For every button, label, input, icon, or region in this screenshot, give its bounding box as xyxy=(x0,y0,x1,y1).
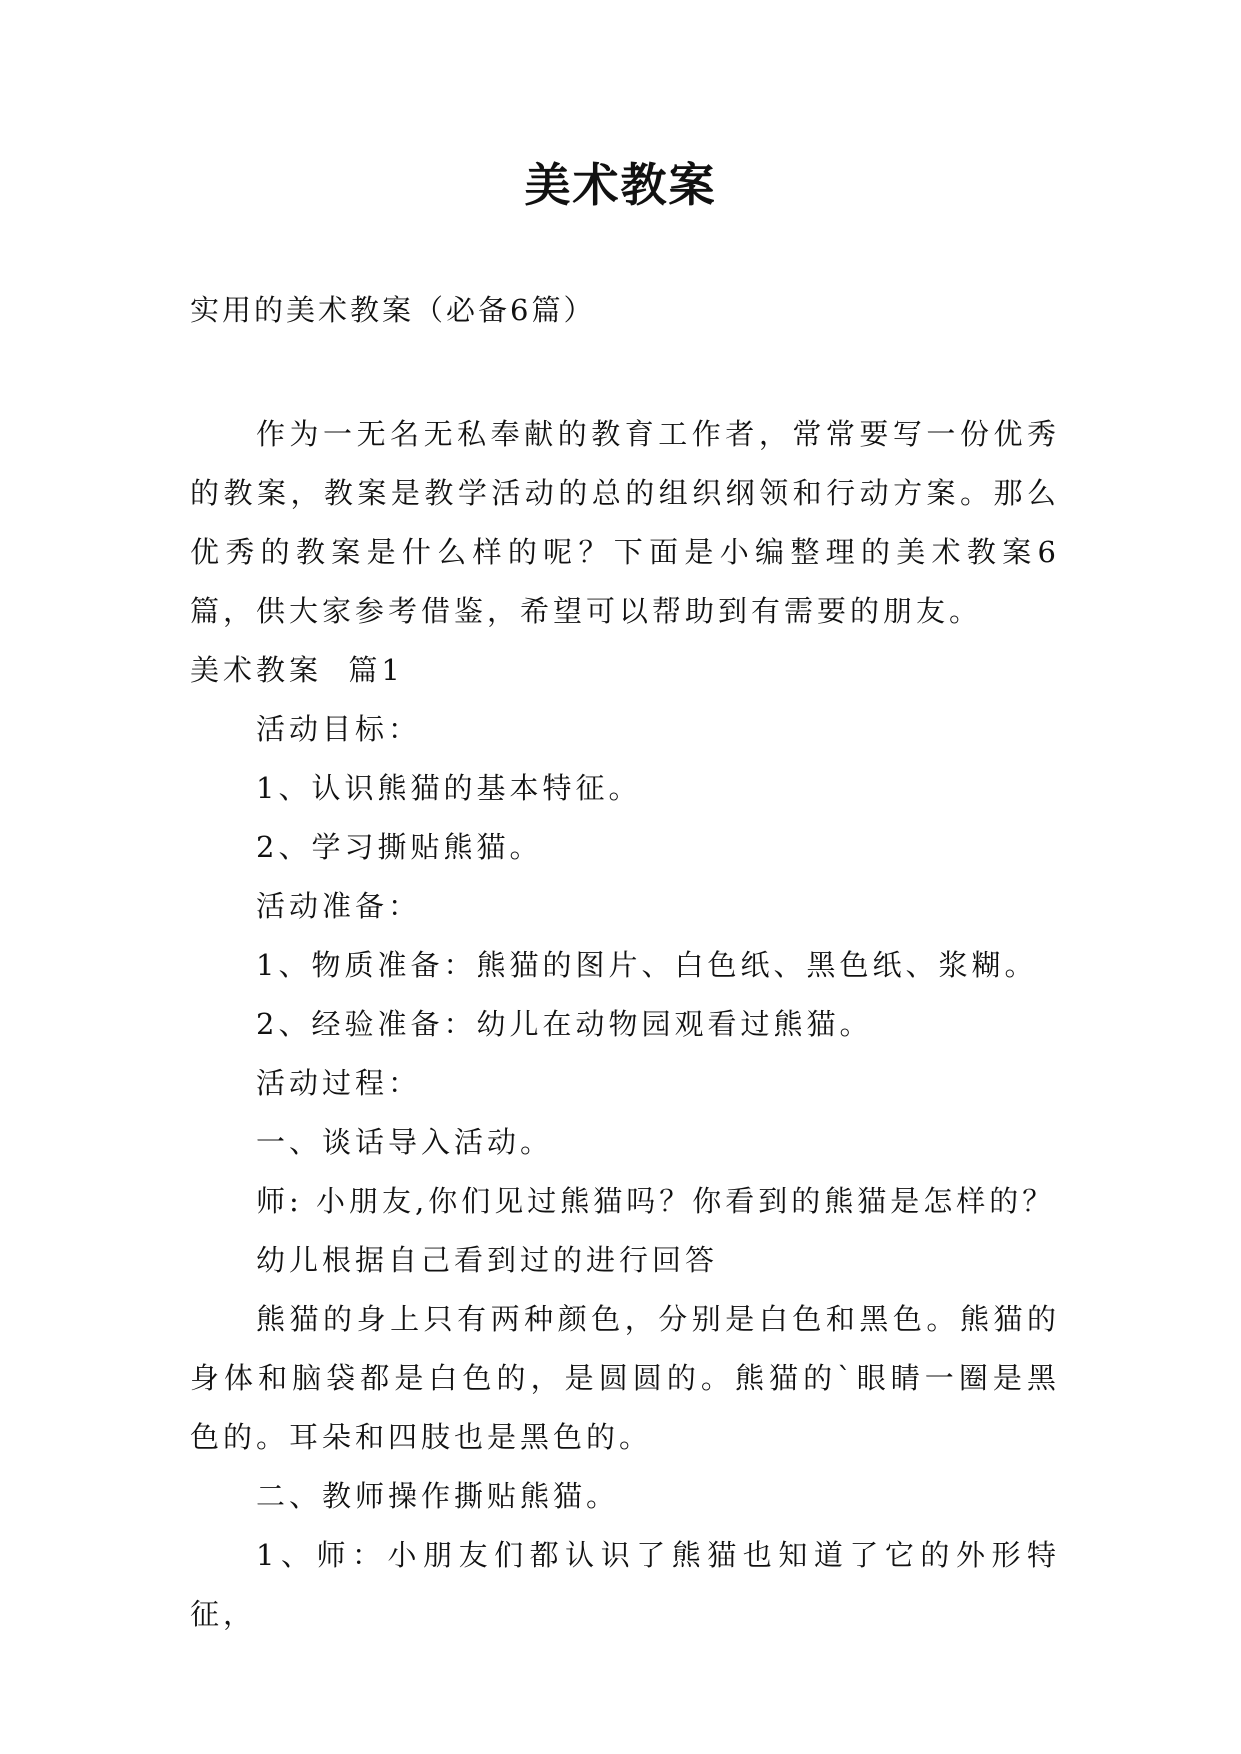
paragraph-goal-2: 2、学习撕贴熊猫。 xyxy=(256,830,543,864)
document-body xyxy=(190,405,1060,1644)
paragraph-prep-1: 1、物质准备：熊猫的图片、白色纸、黑色纸、浆糊。 xyxy=(256,948,1038,982)
paragraph-prep-heading: 活动准备： xyxy=(256,889,422,923)
section-heading: 美术教案 篇1 xyxy=(190,653,404,687)
intro-paragraph: 作为一无名无私奉献的教育工作者，常常要写一份优秀的教案，教案是教学活动的总的组织纲领和行动方案。那么优秀的教案是什么样的呢？下面是小编整理的美术教案6篇，供大家参考借鉴，希望可以帮助到有需要的朋友。 xyxy=(190,417,1060,628)
paragraph-child-answer: 幼儿根据自己看到过的进行回答 xyxy=(256,1243,719,1277)
paragraph-goals-heading: 活动目标： xyxy=(256,712,422,746)
document-subtitle: 实用的美术教案（必备6篇） xyxy=(190,293,596,327)
paragraph-panda-description: 熊猫的身上只有两种颜色，分别是白色和黑色。熊猫的身体和脑袋都是白色的，是圆圆的。熊猫的`眼睛一圈是黑色的。耳朵和四肢也是黑色的。 xyxy=(190,1302,1060,1454)
paragraph-step-2-1: 1、师：小朋友们都认识了熊猫也知道了它的外形特征， xyxy=(190,1538,1060,1631)
paragraph-step-1: 一、谈话导入活动。 xyxy=(256,1125,554,1159)
paragraph-process-heading: 活动过程： xyxy=(256,1066,422,1100)
paragraph-step-2: 二、教师操作撕贴熊猫。 xyxy=(256,1479,620,1513)
paragraph-teacher-question: 师: 小朋友,你们见过熊猫吗？你看到的熊猫是怎样的？ xyxy=(256,1184,1056,1218)
paragraph-goal-1: 1、认识熊猫的基本特征。 xyxy=(256,771,642,805)
document-title: 美术教案 xyxy=(524,158,717,212)
paragraph-prep-2: 2、经验准备：幼儿在动物园观看过熊猫。 xyxy=(256,1007,873,1041)
